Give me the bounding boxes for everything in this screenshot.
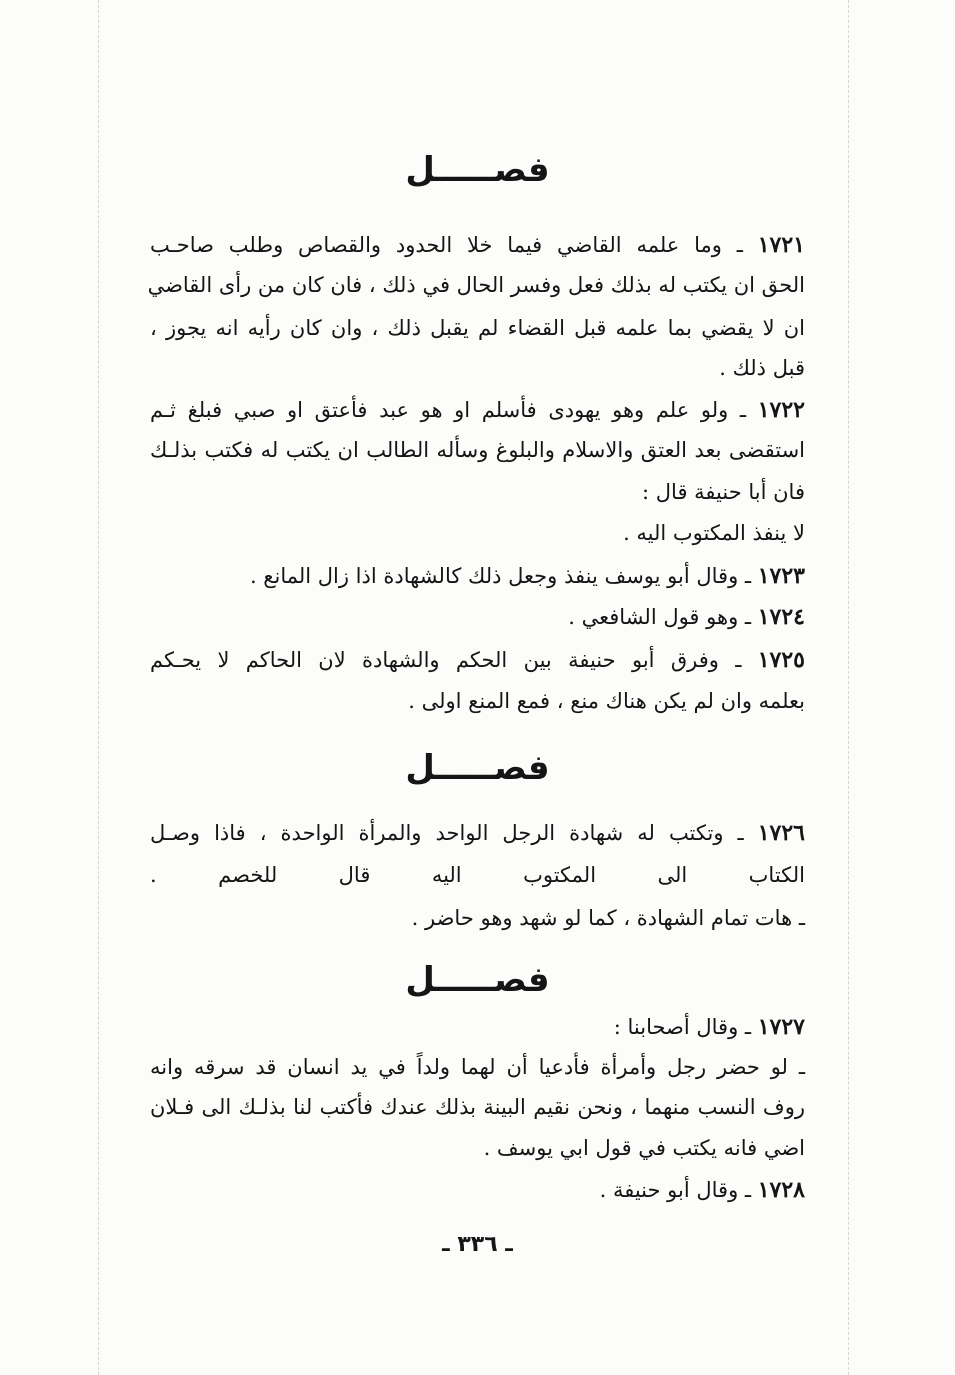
paragraph-number: ١٧٢٢ (757, 397, 805, 423)
text-line (568, 602, 805, 632)
paragraph-number: ١٧٢١ (757, 232, 805, 258)
section-heading: فصـــــل (405, 960, 550, 1000)
text-line (150, 645, 805, 675)
text-line: ـ هات تمام الشهادة ، كما لو شهد وهو حاضر . (411, 906, 805, 930)
text-line (600, 1175, 805, 1205)
paragraph-number: ١٧٢٤ (757, 604, 805, 630)
text-line: قبل ذلك . (719, 356, 805, 380)
paragraph-text: ـ وقال أبو حنيفة . (599, 1178, 752, 1202)
text-line: فان أبا حنيفة قال : (642, 480, 805, 504)
text-line: ـ لو حضر رجل وأمرأة فأدعيا أن لهما ولداً في يد انسان قد سرقه وانه (150, 1055, 805, 1079)
scan-margin-line (848, 0, 849, 1375)
paragraph-number: ١٧٢٦ (757, 820, 805, 846)
text-line: استقضى بعد العتق والاسلام والبلوغ وسأله الطالب ان يكتب له فكتب بذلـك (150, 438, 805, 462)
paragraph-text: ـ وفرق أبو حنيفة بين الحكم والشهادة لان الحاكم لا يحـكم (150, 648, 742, 672)
paragraph-text: ـ وما علمه القاضي فيما خلا الحدود والقصاص وطلب صاحـب (150, 233, 743, 257)
text-line: لا ينفذ المكتوب اليه . (623, 521, 805, 545)
scan-margin-line (98, 0, 99, 1375)
page-number: ـ ٣٣٦ ـ (442, 1232, 513, 1257)
paragraph-number: ١٧٢٥ (757, 647, 805, 673)
text-line (614, 1012, 805, 1042)
section-heading: فصـــــل (405, 748, 550, 788)
paragraph-text: ـ وقال أصحابنا : (613, 1015, 752, 1039)
paragraph-text: ـ وتكتب له شهادة الرجل الواحد والمرأة الواحدة ، فاذا وصـل (150, 821, 744, 845)
text-line: الكتاب الى المكتوب اليه قال للخصم . (150, 863, 805, 887)
text-line: ان لا يقضي بما علمه قبل القضاء لم يقبل ذلك ، وان كان رأيه انه يجوز ، (150, 316, 805, 340)
text-line: بعلمه وان لم يكن هناك منع ، فمع المنع اولى . (408, 689, 805, 713)
paragraph-text: ـ وقال أبو يوسف ينفذ وجعل ذلك كالشهادة اذا زال المانع . (249, 564, 752, 588)
section-heading: فصـــــل (405, 150, 550, 190)
paragraph-number: ١٧٢٣ (757, 563, 805, 589)
text-line: اضي فانه يكتب في قول ابي يوسف . (483, 1136, 805, 1160)
paragraph-number: ١٧٢٨ (757, 1177, 805, 1203)
paragraph-text: ـ وهو قول الشافعي . (568, 605, 752, 629)
text-line (150, 818, 805, 848)
text-line (250, 561, 805, 591)
text-line: روف النسب منهما ، ونحن نقيم البينة بذلك عندك فأكتب لنا بذلـك الى فـلان (150, 1095, 805, 1119)
text-line (150, 230, 805, 260)
paragraph-text: ـ ولو علم وهو يهودى فأسلم او هو عبد فأعتق او صبي فبلغ ثـم (150, 398, 747, 422)
text-line: الحق ان يكتب له بذلك فعل وفسر الحال في ذلك ، فان كان من رأى القاضي (147, 273, 805, 297)
paragraph-number: ١٧٢٧ (757, 1014, 805, 1040)
text-line (150, 395, 805, 425)
